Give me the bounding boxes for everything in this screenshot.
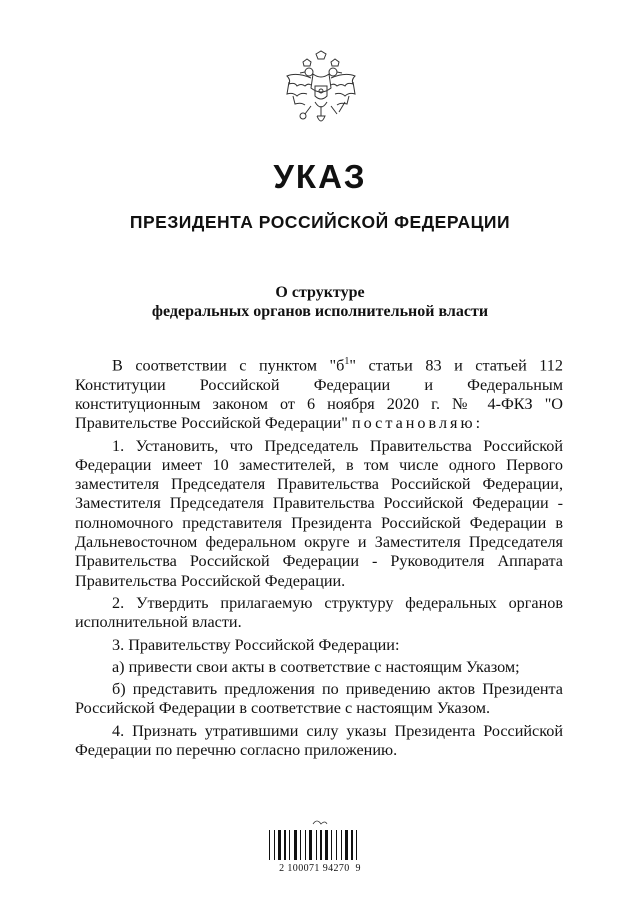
decree-heading-line-1: О структуре bbox=[275, 284, 365, 301]
item-3a: а) привести свои акты в соответствие с настоящим Указом; bbox=[112, 657, 520, 676]
decree-body bbox=[75, 352, 563, 763]
document-title: УКАЗ bbox=[273, 158, 367, 195]
decree-heading bbox=[0, 283, 640, 321]
intro-text-a: В соответствии с пунктом "б bbox=[112, 356, 345, 375]
barcode-number: 2 100071 94270 9 bbox=[279, 863, 361, 874]
document-subtitle: ПРЕЗИДЕНТА РОССИЙСКОЙ ФЕДЕРАЦИИ bbox=[129, 212, 511, 232]
intro-paragraph bbox=[75, 352, 563, 434]
intro-superscript: 1 bbox=[344, 356, 350, 367]
decree-heading-line-2: федеральных органов исполнительной власти bbox=[151, 303, 489, 320]
item-3b: б) представить предложения по приведению актов Президента Российской Федерации в соответствие с настоящим Указом. bbox=[75, 680, 563, 718]
item-3: 3. Правительству Российской Федерации: bbox=[112, 635, 400, 654]
item-4: 4. Признать утратившими силу указы Президента Российской Федерации по перечню согласно приложению. bbox=[75, 721, 563, 760]
coat-of-arms-icon bbox=[283, 50, 359, 142]
item-2: 2. Утвердить прилагаемую структуру федеральных органов исполнительной власти. bbox=[75, 593, 563, 632]
intro-text-b: " статьи 83 и статьей 112 Конституции Российской Федерации и Федеральным конституционным законом от 6 ноября 2020 г. № 4-ФКЗ "О Правительстве Российской Федерации" bbox=[75, 356, 563, 433]
intro-keyword: постановляю: bbox=[351, 414, 484, 433]
item-1: 1. Установить, что Председатель Правительства Российской Федерации имеет 10 заместителей, в том числе одного Первого заместителя Председателя Правительства Российской Федерации, Заместителя Председателя Правительства Российской Федерации - полномочного представителя Президента Российской Федерации в Дальневосточном федеральном округе и Заместителя Председателя Правительства Российской Федерации - Руководителя Аппарата Правительства Российской Федерации. bbox=[75, 436, 563, 590]
